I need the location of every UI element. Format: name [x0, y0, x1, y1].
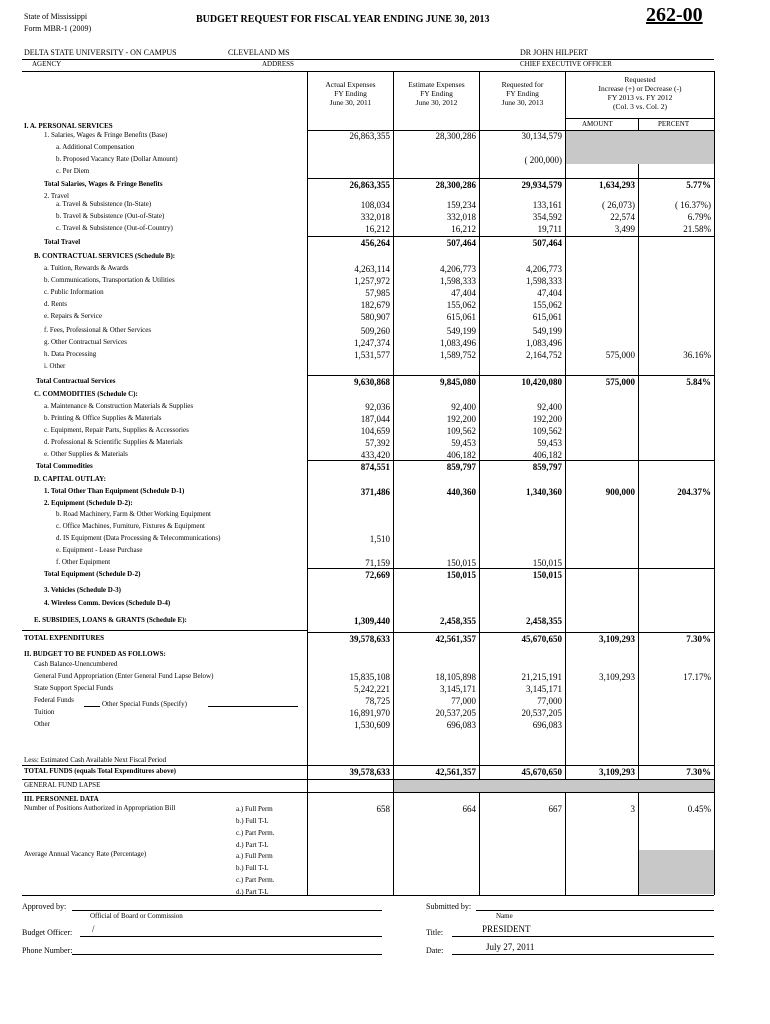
row-value: 57,985	[365, 288, 390, 298]
row-value: 155,062	[446, 300, 476, 310]
row-value: 1,634,293	[599, 180, 635, 190]
row-value: 20,537,205	[521, 708, 562, 718]
row-value: 696,083	[446, 720, 476, 730]
title-line	[452, 936, 714, 937]
ceo-value: DR JOHN HILPERT	[520, 48, 588, 57]
row-value: 507,464	[446, 238, 476, 248]
row-label: Total Commodities	[36, 462, 93, 470]
row-rule	[307, 460, 714, 461]
row-value: 45,670,650	[521, 767, 562, 777]
title-value: PRESIDENT	[482, 924, 531, 934]
row-value: 6.79%	[687, 212, 711, 222]
row-value: 155,062	[532, 300, 562, 310]
state-label: State of Mississippi	[24, 12, 88, 21]
row-value: 1,083,496	[526, 338, 562, 348]
other-special-funds-label: Other Special Funds (Specify)	[102, 700, 187, 708]
row-value: 440,360	[446, 487, 476, 497]
table-bottom-rule	[22, 895, 714, 896]
row-value: 900,000	[605, 487, 635, 497]
approved-by-label: Approved by:	[22, 902, 67, 911]
row-label: h. Data Processing	[44, 350, 97, 358]
page-title: BUDGET REQUEST FOR FISCAL YEAR ENDING JUNE 30, 2013	[196, 14, 490, 25]
lapse-rule	[22, 792, 714, 793]
row-value: 664	[462, 804, 476, 814]
row-label: II. BUDGET TO BE FUNDED AS FOLLOWS:	[24, 650, 166, 658]
personnel-type: a.) Full Perm	[236, 852, 273, 860]
row-value: 29,934,579	[521, 180, 562, 190]
row-label: B. CONTRACTUAL SERVICES (Schedule B):	[34, 252, 176, 260]
personnel-type: d.) Part T-L	[236, 888, 269, 896]
row-label: D. CAPITAL OUTLAY:	[34, 475, 106, 483]
row-value: 16,212	[365, 224, 390, 234]
row-value: 192,200	[446, 414, 476, 424]
row-value: 874,551	[360, 462, 390, 472]
row-label: d. Rents	[44, 300, 67, 308]
row-value: 9,845,080	[440, 377, 476, 387]
row-rule	[307, 568, 714, 569]
row-value: 5,242,221	[354, 684, 390, 694]
row-value: 78,725	[365, 696, 390, 706]
row-label: Total Travel	[44, 238, 81, 246]
row-value: 59,453	[451, 438, 476, 448]
row-value: 39,578,633	[349, 767, 390, 777]
row-label: a. Maintenance & Construction Materials & Supplies	[44, 402, 194, 410]
row-value: 3,109,293	[599, 634, 635, 644]
row-label: Federal Funds	[34, 696, 74, 704]
row-value: 150,015	[532, 570, 562, 580]
row-label: GENERAL FUND LAPSE	[24, 781, 101, 789]
row-value: 1,247,374	[354, 338, 390, 348]
row-label: 4. Wireless Comm. Devices (Schedule D-4)	[44, 599, 171, 607]
personnel-type: c.) Part Perm.	[236, 829, 275, 837]
row-value: 7.30%	[686, 634, 711, 644]
row-value: 92,036	[365, 402, 390, 412]
row-value: 42,561,357	[435, 634, 476, 644]
total-exp-rule	[22, 630, 307, 631]
row-value: 575,000	[605, 377, 635, 387]
row-label: 1. Salaries, Wages & Fringe Benefits (Base)	[44, 131, 168, 139]
row-label: c. Equipment, Repair Parts, Supplies & Accessories	[44, 426, 189, 434]
phone-line	[72, 954, 382, 955]
row-value: 4,206,773	[526, 264, 562, 274]
col-divider-6	[714, 71, 715, 895]
row-value: 5.77%	[686, 180, 711, 190]
row-value: 667	[548, 804, 562, 814]
row-label: a. Travel & Subsistence (In-State)	[56, 200, 152, 208]
row-value: 0.45%	[687, 804, 711, 814]
row-value: 1,598,333	[526, 276, 562, 286]
row-value: 332,018	[446, 212, 476, 222]
row-value: 658	[376, 804, 390, 814]
address-value: CLEVELAND MS	[228, 48, 290, 57]
row-label: Number of Positions Authorized in Appropriation Bill	[24, 804, 176, 812]
submitted-by-line	[476, 910, 714, 911]
row-label: g. Other Contractual Services	[44, 338, 127, 346]
row-value: 1,530,609	[354, 720, 390, 730]
row-value: 26,863,355	[349, 180, 390, 190]
official-label: Official of Board or Commission	[90, 912, 183, 920]
row-value: 433,420	[360, 450, 390, 460]
title-label: Title:	[426, 928, 444, 937]
agency-value: DELTA STATE UNIVERSITY - ON CAMPUS	[24, 48, 177, 57]
row-label: d. IS Equipment (Data Processing & Telecommunications)	[56, 534, 221, 542]
row-value: 549,199	[532, 326, 562, 336]
row-label: i. Other	[44, 362, 66, 370]
row-label: Less: Estimated Cash Available Next Fiscal Period	[24, 756, 167, 764]
shaded-block-1	[566, 131, 714, 164]
row-value: 47,404	[451, 288, 476, 298]
row-value: 133,161	[532, 200, 562, 210]
col-header-requested: Requested for FY Ending June 30, 2013	[501, 80, 544, 107]
row-value: 2,458,355	[526, 616, 562, 626]
row-value: 1,309,440	[354, 616, 390, 626]
row-label: b. Road Machinery, Farm & Other Working Equipment	[56, 510, 211, 518]
row-value: 4,263,114	[354, 264, 390, 274]
row-value: ( 26,073)	[602, 200, 635, 210]
personnel-type: b.) Full T-L	[236, 864, 269, 872]
row-label: Cash Balance-Unencumbered	[34, 660, 118, 668]
budget-officer-value: /	[92, 924, 95, 934]
row-label: b. Travel & Subsistence (Out-of-State)	[56, 212, 165, 220]
row-value: 10,420,080	[521, 377, 562, 387]
row-value: 192,200	[532, 414, 562, 424]
row-label: 2. Travel	[44, 192, 69, 200]
row-value: 3,145,171	[526, 684, 562, 694]
row-label: f. Other Equipment	[56, 558, 111, 566]
row-label: f. Fees, Professional & Other Services	[44, 326, 152, 334]
row-value: 3,109,293	[599, 672, 635, 682]
row-value: 28,300,286	[435, 131, 476, 141]
row-value: 20,537,205	[435, 708, 476, 718]
row-value: 3,145,171	[440, 684, 476, 694]
row-value: 859,797	[532, 462, 562, 472]
row-value: 150,015	[532, 558, 562, 568]
row-value: 549,199	[446, 326, 476, 336]
personnel-type: b.) Full T-L	[236, 817, 269, 825]
row-value: 1,510	[369, 534, 390, 544]
row-value: 39,578,633	[349, 634, 390, 644]
row-value: 2,164,752	[526, 350, 562, 360]
row-value: 5.84%	[686, 377, 711, 387]
col-divider-2	[393, 71, 394, 895]
row-value: 859,797	[446, 462, 476, 472]
row-label: c. Public Information	[44, 288, 104, 296]
row-value: 3,109,293	[599, 767, 635, 777]
row-value: 19,711	[537, 224, 562, 234]
row-value: 17.17%	[683, 672, 711, 682]
row-value: 47,404	[537, 288, 562, 298]
row-value: 3,499	[614, 224, 635, 234]
shaded-block-lapse	[394, 780, 714, 792]
row-label: d. Professional & Scientific Supplies & Materials	[44, 438, 183, 446]
row-label: I. A. PERSONAL SERVICES	[24, 122, 113, 130]
col-header-percent: PERCENT	[658, 120, 690, 128]
row-label: c. Travel & Subsistence (Out-of-Country)	[56, 224, 173, 232]
row-value: 28,300,286	[435, 180, 476, 190]
date-value: July 27, 2011	[486, 942, 535, 952]
col-header-estimate: Estimate Expenses FY Ending June 30, 2012	[408, 80, 465, 107]
row-value: 109,562	[446, 426, 476, 436]
col-divider-4	[565, 71, 566, 895]
row-value: 615,061	[532, 312, 562, 322]
form-label: Form MBR-1 (2009)	[24, 24, 92, 33]
row-rule	[307, 375, 714, 376]
amount-rule	[565, 118, 714, 119]
row-label: III. PERSONNEL DATA	[24, 795, 99, 803]
row-label: b. Proposed Vacancy Rate (Dollar Amount)	[56, 155, 178, 163]
date-line	[452, 954, 714, 955]
row-value: 21.58%	[683, 224, 711, 234]
row-value: ( 16.37%)	[675, 200, 711, 210]
row-value: 204.37%	[677, 487, 711, 497]
row-value: 371,486	[360, 487, 390, 497]
row-label: e. Equipment - Lease Purchase	[56, 546, 143, 554]
row-value: 36.16%	[683, 350, 711, 360]
row-label: Total Equipment (Schedule D-2)	[44, 570, 141, 578]
table-top-rule	[22, 71, 714, 72]
phone-label: Phone Number:	[22, 946, 73, 955]
row-label: b. Communications, Transportation & Utilities	[44, 276, 175, 284]
row-label: Other	[34, 720, 50, 728]
approved-by-line	[72, 910, 382, 911]
row-value: 615,061	[446, 312, 476, 322]
row-label: C. COMMODITIES (Schedule C):	[34, 390, 138, 398]
row-value: ( 200,000)	[524, 155, 562, 165]
row-rule	[307, 632, 714, 633]
row-value: 7.30%	[686, 767, 711, 777]
row-value: 150,015	[446, 558, 476, 568]
row-value: 109,562	[532, 426, 562, 436]
less-rule	[22, 765, 714, 766]
personnel-type: d.) Part T-L	[236, 841, 269, 849]
submitted-by-label: Submitted by:	[426, 902, 472, 911]
row-value: 1,531,577	[354, 350, 390, 360]
row-value: 575,000	[605, 350, 635, 360]
row-value: 9,630,868	[354, 377, 390, 387]
row-value: 57,392	[365, 438, 390, 448]
col-header-amount: AMOUNT	[582, 120, 613, 128]
col-divider-3	[479, 71, 480, 895]
row-value: 332,018	[360, 212, 390, 222]
row-value: 77,000	[451, 696, 476, 706]
personnel-type: c.) Part Perm.	[236, 876, 275, 884]
row-value: 3	[630, 804, 635, 814]
row-value: 22,574	[610, 212, 635, 222]
budget-officer-label: Budget Officer:	[22, 928, 73, 937]
row-rule	[307, 236, 714, 237]
personnel-type: a.) Full Perm	[236, 805, 273, 813]
other-special-underline	[208, 706, 298, 707]
row-value: 18,105,898	[435, 672, 476, 682]
name-label: Name	[496, 912, 513, 920]
row-value: 1,340,360	[526, 487, 562, 497]
row-value: 354,592	[532, 212, 562, 222]
row-value: 92,400	[537, 402, 562, 412]
col-header-change: Requested Increase (+) or Decrease (-) FY 2013 vs. FY 2012 (Col. 3 vs. Col. 2)	[598, 75, 682, 111]
row-value: 182,679	[360, 300, 390, 310]
row-rule	[307, 178, 714, 179]
row-label: TOTAL FUNDS (equals Total Expenditures above)	[24, 767, 176, 775]
row-value: 406,182	[446, 450, 476, 460]
row-label: TOTAL EXPENDITURES	[24, 634, 105, 642]
row-value: 16,212	[451, 224, 476, 234]
row-value: 1,589,752	[440, 350, 476, 360]
row-label: e. Other Supplies & Materials	[44, 450, 128, 458]
row-value: 26,863,355	[349, 131, 390, 141]
row-value: 59,453	[537, 438, 562, 448]
row-label: State Support Special Funds	[34, 684, 114, 692]
row-label: a. Tuition, Rewards & Awards	[44, 264, 129, 272]
row-value: 580,907	[360, 312, 390, 322]
row-label: 1. Total Other Than Equipment (Schedule D-1)	[44, 487, 185, 495]
row-value: 696,083	[532, 720, 562, 730]
address-label: ADDRESS	[262, 60, 294, 68]
row-value: 42,561,357	[435, 767, 476, 777]
row-label: e. Repairs & Service	[44, 312, 102, 320]
row-value: 45,670,650	[521, 634, 562, 644]
date-label: Date:	[426, 946, 444, 955]
federal-underline	[84, 706, 100, 707]
row-value: 1,083,496	[440, 338, 476, 348]
row-value: 1,598,333	[440, 276, 476, 286]
row-value: 187,044	[360, 414, 390, 424]
row-label: c. Office Machines, Furniture, Fixtures & Equipment	[56, 522, 205, 530]
row-label: Tuition	[34, 708, 55, 716]
row-value: 1,257,972	[354, 276, 390, 286]
row-label: 2. Equipment (Schedule D-2):	[44, 499, 133, 507]
budget-officer-line	[80, 936, 382, 937]
row-label: c. Per Diem	[56, 167, 90, 175]
row-value: 15,835,108	[349, 672, 390, 682]
row-value: 406,182	[532, 450, 562, 460]
row-value: 456,264	[360, 238, 390, 248]
row-value: 72,669	[365, 570, 390, 580]
row-value: 159,234	[446, 200, 476, 210]
shaded-block-vacancy	[639, 850, 714, 894]
row-value: 150,015	[446, 570, 476, 580]
row-value: 92,400	[451, 402, 476, 412]
total-funds-rule	[22, 779, 714, 780]
row-label: E. SUBSIDIES, LOANS & GRANTS (Schedule E):	[34, 616, 187, 624]
row-value: 21,215,191	[521, 672, 562, 682]
row-value: 71,159	[365, 558, 390, 568]
row-label: a. Additional Compensation	[56, 143, 135, 151]
col-header-actual: Actual Expenses FY Ending June 30, 2011	[325, 80, 376, 107]
row-label: 3. Vehicles (Schedule D-3)	[44, 586, 121, 594]
row-label: b. Printing & Office Supplies & Materials	[44, 414, 162, 422]
row-value: 507,464	[532, 238, 562, 248]
row-value: 509,260	[360, 326, 390, 336]
row-label: Total Contractual Services	[36, 377, 116, 385]
row-value: 77,000	[537, 696, 562, 706]
row-value: 108,034	[360, 200, 390, 210]
ceo-label: CHIEF EXECUTIVE OFFICER	[520, 60, 612, 68]
agency-label: AGENCY	[32, 60, 62, 68]
form-code: 262-00	[646, 4, 703, 26]
col-divider-1	[307, 71, 308, 895]
row-label: Total Salaries, Wages & Fringe Benefits	[44, 180, 163, 188]
row-value: 4,206,773	[440, 264, 476, 274]
row-value: 2,458,355	[440, 616, 476, 626]
row-value: 104,659	[360, 426, 390, 436]
row-label: General Fund Appropriation (Enter General Fund Lapse Below)	[34, 672, 214, 680]
row-value: 16,891,970	[349, 708, 390, 718]
row-value: 30,134,579	[521, 131, 562, 141]
row-label: Average Annual Vacancy Rate (Percentage)	[24, 850, 147, 858]
